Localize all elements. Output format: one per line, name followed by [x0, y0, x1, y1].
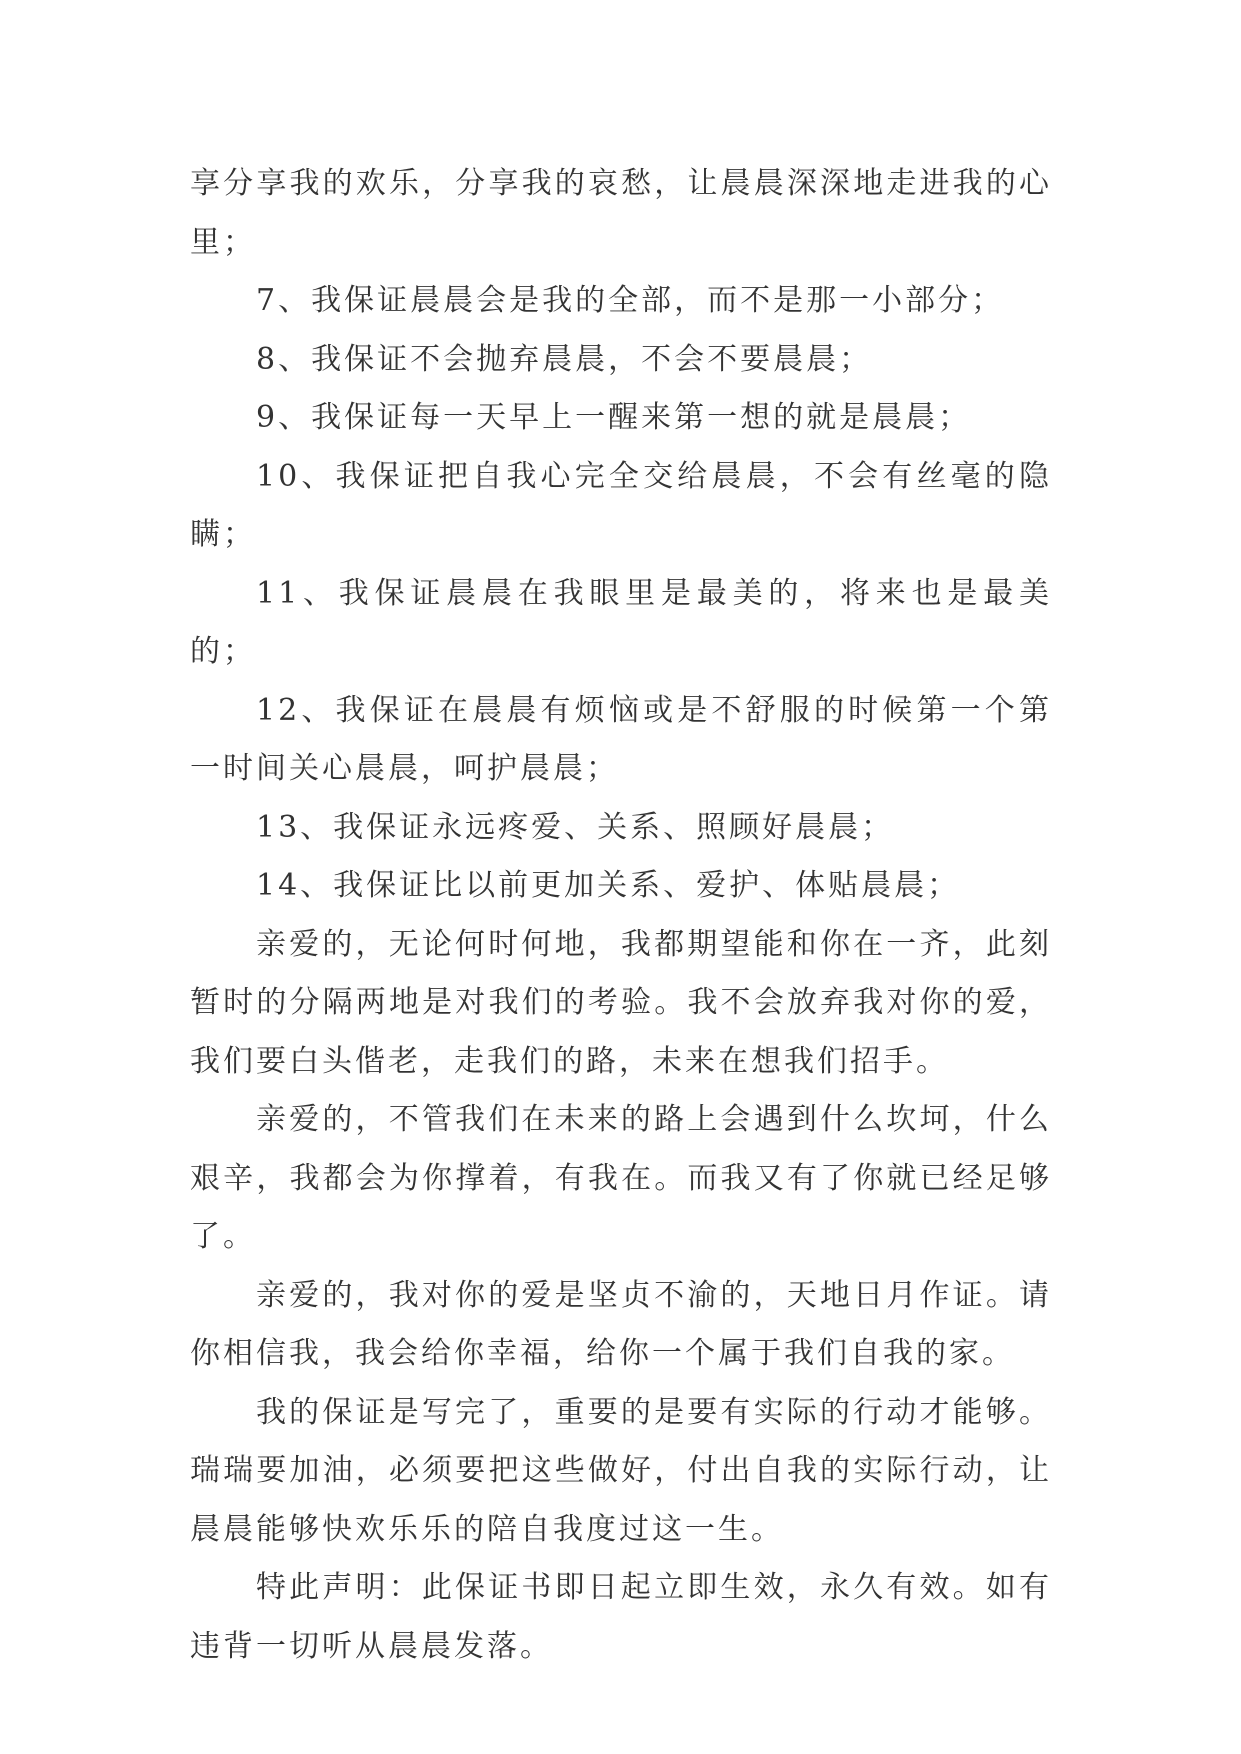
- document-body: [190, 155, 1052, 1676]
- paragraph-2: 7、我保证晨晨会是我的全部，而不是那一小部分；: [256, 283, 1005, 318]
- paragraph-10: 亲爱的，无论何时何地，我都期望能和你在一齐，此刻暂时的分隔两地是对我们的考验。我不会放弃我对你的爱，我们要白头偕老，走我们的路，未来在想我们招手。: [190, 926, 1052, 1079]
- paragraph-7: 12、我保证在晨晨有烦恼或是不舒服的时候第一个第一时间关心晨晨，呵护晨晨；: [190, 692, 1052, 786]
- paragraph-13: 我的保证是写完了，重要的是要有实际的行动才能够。瑞瑞要加油，必须要把这些做好，付出自我的实际行动，让晨晨能够快欢乐乐的陪自我度过这一生。: [190, 1394, 1052, 1547]
- paragraph-6: 11、我保证晨晨在我眼里是最美的，将来也是最美的；: [190, 575, 1052, 669]
- paragraph-12: 亲爱的，我对你的爱是坚贞不渝的，天地日月作证。请你相信我，我会给你幸福，给你一个属于我们自我的家。: [190, 1277, 1052, 1371]
- paragraph-1: 享分享我的欢乐，分享我的哀愁，让晨晨深深地走进我的心里；: [190, 166, 1052, 260]
- paragraph-5: 10、我保证把自我心完全交给晨晨，不会有丝毫的隐瞒；: [190, 458, 1052, 552]
- paragraph-4: 9、我保证每一天早上一醒来第一想的就是晨晨；: [256, 400, 972, 435]
- paragraph-3: 8、我保证不会抛弃晨晨，不会不要晨晨；: [256, 341, 873, 377]
- paragraph-8: 13、我保证永远疼爱、关系、照顾好晨晨；: [256, 809, 895, 845]
- paragraph-9: 14、我保证比以前更加关系、爱护、体贴晨晨；: [256, 868, 961, 903]
- paragraph-11: 亲爱的，不管我们在未来的路上会遇到什么坎坷，什么艰辛，我都会为你撑着，有我在。而我又有了你就已经足够了。: [190, 1102, 1052, 1254]
- paragraph-14: 特此声明：此保证书即日起立即生效，永久有效。如有违背一切听从晨晨发落。: [190, 1570, 1052, 1664]
